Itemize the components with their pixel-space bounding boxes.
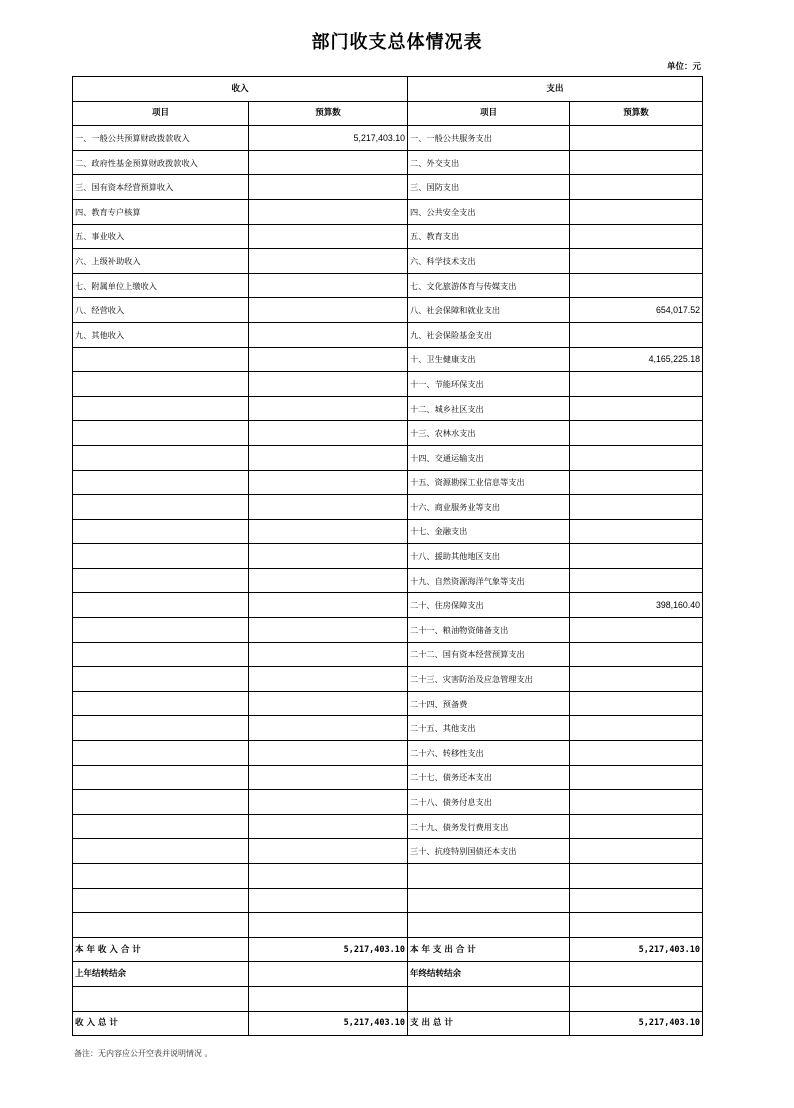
table-row (73, 691, 703, 716)
expense-amount-cell (570, 642, 703, 667)
expense-amount-cell (570, 691, 703, 716)
expense-item-cell: 二十七、债务还本支出 (408, 765, 570, 790)
income-amount-cell: 5,217,403.10 (249, 126, 408, 151)
income-amount-cell (249, 864, 408, 889)
expense-amount-cell (570, 445, 703, 470)
expense-item-cell: 二十一、粮油物资储备支出 (408, 618, 570, 643)
unit-label: 单位：元 (666, 62, 701, 72)
table-row (73, 495, 703, 520)
income-amount-cell (249, 618, 408, 643)
expense-header: 支出 (408, 77, 703, 102)
budget-table-body (73, 77, 703, 1036)
section-header-row (73, 77, 703, 102)
income-item-cell: 八、经营收入 (73, 298, 249, 323)
expense-item-cell: 二十五、其他支出 (408, 716, 570, 741)
income-item-cell (73, 618, 249, 643)
income-item-cell: 本 年 收 入 合 计 (73, 937, 249, 962)
column-header-row (73, 101, 703, 126)
table-row (73, 150, 703, 175)
table-row (73, 519, 703, 544)
expense-amount-cell (570, 544, 703, 569)
income-amount-cell (249, 396, 408, 421)
expense-item-cell: 九、社会保险基金支出 (408, 322, 570, 347)
expense-amount-cell (570, 199, 703, 224)
table-row (73, 888, 703, 913)
income-item-cell (73, 888, 249, 913)
income-item-cell (73, 396, 249, 421)
income-amount-cell (249, 593, 408, 618)
income-budget-header: 预算数 (249, 101, 408, 126)
income-amount-cell (249, 691, 408, 716)
income-item-cell (73, 445, 249, 470)
expense-item-cell: 三十、抗疫特别国债还本支出 (408, 839, 570, 864)
expense-item-cell: 七、文化旅游体育与传媒支出 (408, 273, 570, 298)
income-amount-cell: 5,217,403.10 (249, 1011, 408, 1036)
table-row (73, 322, 703, 347)
income-item-cell (73, 790, 249, 815)
expense-item-cell: 二十二、国有资本经营预算支出 (408, 642, 570, 667)
income-item-cell (73, 716, 249, 741)
expense-item-cell: 十一、节能环保支出 (408, 372, 570, 397)
table-row (73, 470, 703, 495)
expense-amount-cell (570, 568, 703, 593)
table-row (73, 864, 703, 889)
income-amount-cell (249, 839, 408, 864)
expense-amount-cell (570, 913, 703, 938)
income-item-cell: 四、教育专户核算 (73, 199, 249, 224)
expense-item-cell: 二十、住房保障支出 (408, 593, 570, 618)
summary-row (73, 962, 703, 987)
income-amount-cell (249, 495, 408, 520)
table-row (73, 765, 703, 790)
table-row (73, 642, 703, 667)
income-item-cell (73, 913, 249, 938)
expense-amount-cell (570, 249, 703, 274)
income-item-cell (73, 691, 249, 716)
expense-item-cell: 二、外交支出 (408, 150, 570, 175)
expense-item-cell: 一、一般公共服务支出 (408, 126, 570, 151)
table-row (73, 544, 703, 569)
expense-amount-cell: 5,217,403.10 (570, 937, 703, 962)
expense-amount-cell (570, 175, 703, 200)
expense-item-cell: 十五、资源勘探工业信息等支出 (408, 470, 570, 495)
income-item-cell: 一、一般公共预算财政拨款收入 (73, 126, 249, 151)
expense-item-cell (408, 888, 570, 913)
table-row (73, 716, 703, 741)
income-item-cell (73, 814, 249, 839)
income-amount-cell (249, 298, 408, 323)
expense-amount-cell (570, 667, 703, 692)
income-item-cell (73, 741, 249, 766)
income-item-cell: 七、附属单位上缴收入 (73, 273, 249, 298)
expense-amount-cell (570, 150, 703, 175)
income-amount-cell (249, 273, 408, 298)
table-row (73, 741, 703, 766)
income-amount-cell (249, 175, 408, 200)
income-amount-cell (249, 519, 408, 544)
income-amount-cell (249, 642, 408, 667)
expense-item-cell: 十九、自然资源海洋气象等支出 (408, 568, 570, 593)
income-item-cell (73, 421, 249, 446)
table-row (73, 224, 703, 249)
expense-amount-cell (570, 322, 703, 347)
income-header: 收入 (73, 77, 408, 102)
expense-amount-cell: 5,217,403.10 (570, 1011, 703, 1036)
income-item-cell (73, 839, 249, 864)
table-row (73, 273, 703, 298)
table-row (73, 372, 703, 397)
table-row (73, 913, 703, 938)
income-item-cell: 五、事业收入 (73, 224, 249, 249)
expense-item-cell: 十三、农林水支出 (408, 421, 570, 446)
income-item-cell (73, 765, 249, 790)
income-amount-cell (249, 470, 408, 495)
expense-item-cell: 十八、援助其他地区支出 (408, 544, 570, 569)
expense-amount-cell (570, 470, 703, 495)
expense-amount-cell (570, 814, 703, 839)
income-amount-cell (249, 913, 408, 938)
income-item-cell (73, 544, 249, 569)
expense-amount-cell (570, 790, 703, 815)
expense-item-cell: 二十八、债务付息支出 (408, 790, 570, 815)
expense-item-cell: 四、公共安全支出 (408, 199, 570, 224)
table-row (73, 667, 703, 692)
expense-amount-cell (570, 126, 703, 151)
income-amount-cell (249, 199, 408, 224)
expense-item-cell: 二十四、预备费 (408, 691, 570, 716)
income-item-cell (73, 347, 249, 372)
income-amount-cell (249, 544, 408, 569)
income-amount-cell (249, 765, 408, 790)
expense-item-cell: 二十九、债务发行费用支出 (408, 814, 570, 839)
income-amount-cell: 5,217,403.10 (249, 937, 408, 962)
income-item-cell (73, 593, 249, 618)
income-amount-cell (249, 962, 408, 987)
income-item-cell (73, 495, 249, 520)
income-amount-cell (249, 741, 408, 766)
income-amount-cell (249, 986, 408, 1011)
income-amount-cell (249, 347, 408, 372)
table-row (73, 347, 703, 372)
expense-item-cell: 二十三、灾害防治及应急管理支出 (408, 667, 570, 692)
table-row (73, 568, 703, 593)
table-row (73, 839, 703, 864)
summary-row (73, 986, 703, 1011)
income-item-cell (73, 667, 249, 692)
expense-amount-cell: 398,160.40 (570, 593, 703, 618)
expense-item-cell: 十四、交通运输支出 (408, 445, 570, 470)
income-amount-cell (249, 568, 408, 593)
income-item-cell (73, 372, 249, 397)
expense-amount-cell: 654,017.52 (570, 298, 703, 323)
table-row (73, 618, 703, 643)
expense-item-cell (408, 864, 570, 889)
expense-amount-cell (570, 986, 703, 1011)
expense-amount-cell (570, 495, 703, 520)
table-row (73, 814, 703, 839)
income-item-cell (73, 864, 249, 889)
expense-item-cell: 二十六、转移性支出 (408, 741, 570, 766)
expense-amount-cell (570, 839, 703, 864)
table-row (73, 790, 703, 815)
expense-item-cell: 八、社会保障和就业支出 (408, 298, 570, 323)
table-row (73, 298, 703, 323)
income-amount-cell (249, 224, 408, 249)
expense-budget-header: 预算数 (570, 101, 703, 126)
expense-item-cell: 十二、城乡社区支出 (408, 396, 570, 421)
income-amount-cell (249, 421, 408, 446)
summary-row (73, 1011, 703, 1036)
income-amount-cell (249, 150, 408, 175)
table-row (73, 445, 703, 470)
income-amount-cell (249, 445, 408, 470)
table-row (73, 175, 703, 200)
expense-item-header: 项目 (408, 101, 570, 126)
income-amount-cell (249, 814, 408, 839)
table-row (73, 593, 703, 618)
expense-item-cell (408, 986, 570, 1011)
expense-amount-cell (570, 741, 703, 766)
expense-amount-cell (570, 765, 703, 790)
expense-amount-cell (570, 224, 703, 249)
expense-item-cell: 十七、金融支出 (408, 519, 570, 544)
income-item-cell (73, 986, 249, 1011)
expense-item-cell: 十、卫生健康支出 (408, 347, 570, 372)
table-row (73, 249, 703, 274)
income-item-cell (73, 470, 249, 495)
income-item-cell: 二、政府性基金预算财政拨款收入 (73, 150, 249, 175)
expense-item-cell: 本 年 支 出 合 计 (408, 937, 570, 962)
income-amount-cell (249, 888, 408, 913)
expense-amount-cell (570, 864, 703, 889)
page-title: 部门收支总体情况表 (311, 32, 483, 53)
income-amount-cell (249, 790, 408, 815)
income-item-header: 项目 (73, 101, 249, 126)
table-row (73, 421, 703, 446)
expense-amount-cell (570, 888, 703, 913)
expense-item-cell (408, 913, 570, 938)
table-row (73, 199, 703, 224)
table-row (73, 126, 703, 151)
income-item-cell (73, 642, 249, 667)
income-item-cell (73, 568, 249, 593)
expense-item-cell: 五、教育支出 (408, 224, 570, 249)
income-amount-cell (249, 322, 408, 347)
income-amount-cell (249, 716, 408, 741)
expense-amount-cell (570, 519, 703, 544)
income-item-cell: 九、其他收入 (73, 322, 249, 347)
table-row (73, 396, 703, 421)
income-item-cell: 收 入 总 计 (73, 1011, 249, 1036)
expense-item-cell: 六、科学技术支出 (408, 249, 570, 274)
income-item-cell (73, 519, 249, 544)
expense-amount-cell (570, 421, 703, 446)
expense-amount-cell (570, 716, 703, 741)
expense-item-cell: 支 出 总 计 (408, 1011, 570, 1036)
income-amount-cell (249, 372, 408, 397)
expense-item-cell: 三、国防支出 (408, 175, 570, 200)
income-item-cell: 三、国有资本经营预算收入 (73, 175, 249, 200)
expense-item-cell: 十六、商业服务业等支出 (408, 495, 570, 520)
income-amount-cell (249, 249, 408, 274)
income-amount-cell (249, 667, 408, 692)
expense-amount-cell (570, 962, 703, 987)
expense-amount-cell (570, 273, 703, 298)
budget-table (72, 76, 703, 1036)
expense-amount-cell: 4,165,225.18 (570, 347, 703, 372)
expense-amount-cell (570, 396, 703, 421)
expense-amount-cell (570, 372, 703, 397)
income-item-cell: 上年结转结余 (73, 962, 249, 987)
income-item-cell: 六、上级补助收入 (73, 249, 249, 274)
expense-item-cell: 年终结转结余 (408, 962, 570, 987)
footnote: 备注：无内容应公开空表并说明情况 。 (74, 1049, 213, 1058)
expense-amount-cell (570, 618, 703, 643)
summary-row (73, 937, 703, 962)
